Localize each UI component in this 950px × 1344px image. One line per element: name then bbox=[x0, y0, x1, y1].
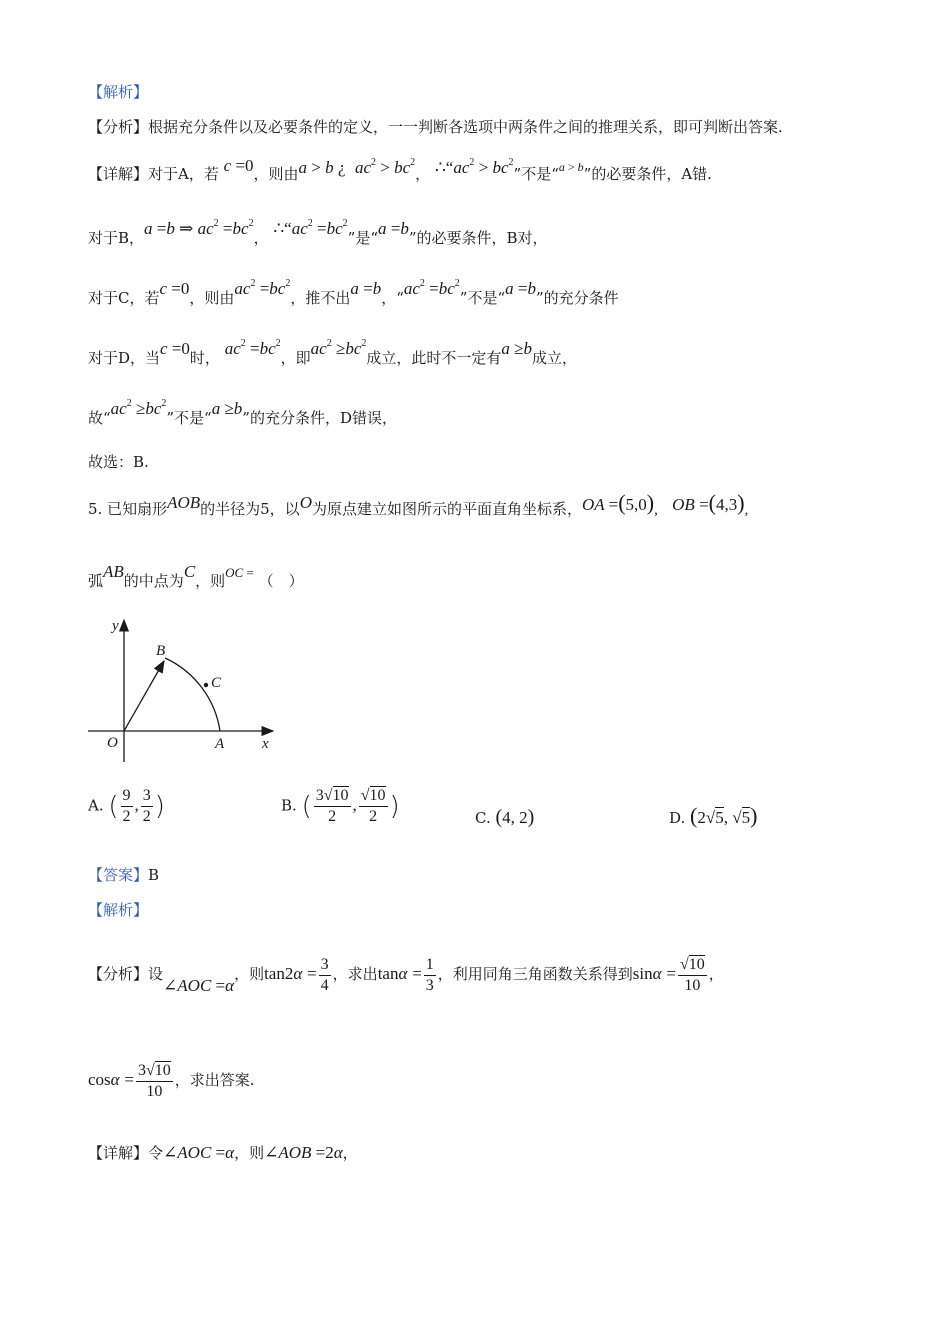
text: 为原点建立如图所示的平面直角坐标系， bbox=[311, 500, 582, 518]
math-c-eq-0: c =0 bbox=[160, 339, 190, 358]
option-a-label: A. bbox=[88, 796, 104, 815]
math-oa-vector: OA =(5,0) bbox=[581, 490, 655, 515]
text: ”是“ bbox=[347, 229, 379, 247]
frac-3sqrt10-10: $\frac{3√10}{10}$ bbox=[137, 1061, 171, 1100]
text: ， bbox=[708, 965, 724, 983]
math-ac2-gt-bc2: $ac^2 > bc^2$ bbox=[354, 157, 416, 177]
analysis-text: 根据充分条件以及必要条件的定义，一一判断各选项中两条件之间的推理关系，即可判断出答案. bbox=[148, 118, 783, 136]
text: 对于B， bbox=[88, 229, 145, 247]
math-ac2-ge-bc2: $ac^2 \ge bc^2$ bbox=[310, 338, 367, 358]
math-angle-aoc-alpha: ∠AOC =α bbox=[163, 1143, 235, 1162]
text: ”不是“ bbox=[513, 165, 559, 183]
text: ，推不出 bbox=[290, 289, 351, 307]
text: ，求出答案. bbox=[174, 1071, 255, 1089]
math-ac2-eq-bc2: $ac^2 =bc^2$ bbox=[224, 338, 281, 358]
math-a-ge-b: a ≥b bbox=[501, 339, 532, 358]
text: ，则 bbox=[234, 1144, 265, 1162]
text: ”的充分条件，D错误， bbox=[242, 409, 397, 427]
jiexi-label-1: 【解析】 bbox=[88, 83, 149, 101]
detail-line-c bbox=[88, 278, 619, 309]
detail-line-b bbox=[88, 218, 548, 249]
y-label: y bbox=[112, 618, 119, 634]
text: 的中点为 bbox=[123, 572, 184, 590]
text: ，则 bbox=[234, 965, 265, 983]
frac-9-2: $\frac{9}{2}$ bbox=[122, 787, 131, 825]
text: ，则由 bbox=[253, 165, 299, 183]
answer-paren: （ ） bbox=[258, 572, 304, 590]
question-5-line-2 bbox=[88, 562, 304, 593]
math-c: C bbox=[183, 562, 196, 581]
text: 成立，此时不一定有 bbox=[366, 349, 502, 367]
origin-label: O bbox=[107, 735, 118, 751]
option-b-label: B. bbox=[281, 796, 297, 815]
text: ”的充分条件 bbox=[535, 289, 619, 307]
text: ，即 bbox=[280, 349, 311, 367]
answer-value: B bbox=[148, 866, 160, 884]
option-d[interactable]: D. (2√5, √5) bbox=[669, 803, 758, 828]
detail-label: 【详解】 bbox=[88, 165, 149, 183]
math-oc-eq: OC = bbox=[225, 565, 254, 580]
text: 对于A，若 bbox=[148, 165, 219, 183]
frac-sqrt10-10: $\frac{√10}{10}$ bbox=[679, 955, 705, 994]
math-c-eq-0: c =0 bbox=[159, 279, 190, 298]
analysis-line-1 bbox=[88, 116, 783, 138]
point-a-label: A bbox=[215, 736, 225, 752]
option-c[interactable]: C. (4, 2) bbox=[475, 806, 535, 828]
text: ”不是“ bbox=[166, 409, 212, 427]
arc-ab bbox=[165, 658, 220, 731]
sector-figure bbox=[80, 612, 290, 772]
math-c-eq-0: c =0 bbox=[223, 156, 254, 175]
text: 对于D，当 bbox=[88, 349, 161, 367]
text: ”不是“ bbox=[459, 289, 506, 307]
analysis-label: 【分析】 bbox=[88, 118, 149, 136]
math-angle-aob-2alpha: ∠AOB =2α bbox=[264, 1143, 343, 1162]
math-a-eq-b-implies: a =b ⇒ $ac^2 =bc^2$ bbox=[144, 218, 254, 238]
detail-line-e bbox=[88, 398, 397, 429]
math-a-eq-b: a =b bbox=[378, 219, 409, 238]
text: 对于C，若 bbox=[88, 289, 160, 307]
text: 的半径为5，以 bbox=[200, 500, 300, 518]
text: 故“ bbox=[88, 409, 111, 427]
math-a-ge-b: a ≥b bbox=[211, 399, 243, 418]
math-a-gt-b: a > b ¿ bbox=[298, 158, 346, 177]
math-a-eq-b: a =b bbox=[350, 279, 382, 298]
analysis-label-2: 【分析】 bbox=[88, 965, 149, 983]
option-d-label: D. bbox=[669, 809, 686, 827]
text: ，则 bbox=[195, 572, 226, 590]
option-b[interactable]: B. ( $\frac{3√10}{2}$ , $\frac{√10}{2}$ ) bbox=[281, 787, 400, 825]
math-angle-aoc-alpha: ∠AOC =α bbox=[163, 976, 235, 995]
conclusion-line: 故选：B. bbox=[88, 453, 149, 471]
text: 时， bbox=[189, 349, 220, 367]
math-o: O bbox=[299, 493, 312, 512]
analysis-line-3: cosα = $\frac{3√10}{10}$ ，求出答案. bbox=[88, 1061, 255, 1100]
math-a-eq-b: a =b bbox=[505, 279, 536, 298]
math-therefore-ac2-eq-bc2: $\therefore“ac^2 =bc^2$ bbox=[273, 218, 348, 238]
text: ，求出 bbox=[332, 965, 378, 983]
math-ac2-eq-bc2: $ac^2 =bc^2$ bbox=[234, 278, 291, 298]
math-ab: AB bbox=[103, 562, 124, 581]
frac-3-4: $\frac{3}{4}$ bbox=[320, 955, 329, 994]
option-c-label: C. bbox=[475, 809, 491, 827]
answer-label: 【答案】 bbox=[88, 866, 149, 884]
analysis-line-2: 【分析】设∠AOC =α，则tan2α = $\frac{3}{4}$ ，求出tanα = $\frac{1}{3}$ ，利用同角三角函数关系得到sinα = $\frac{√10}{10}$ ， bbox=[88, 955, 724, 995]
text: 成立， bbox=[531, 349, 577, 367]
text: 设 bbox=[148, 965, 164, 983]
frac-sqrt10-2: $\frac{√10}{2}$ bbox=[360, 787, 386, 825]
text: 弧 bbox=[88, 572, 104, 590]
frac-3sqrt10-2: $\frac{3√10}{2}$ bbox=[315, 787, 349, 825]
math-a-gt-b-small: a > b bbox=[558, 160, 584, 174]
math-ob-vector: OB =(4,3) bbox=[672, 490, 745, 515]
text: ， bbox=[415, 165, 431, 183]
text: ， bbox=[253, 229, 269, 247]
text: ， bbox=[342, 1144, 358, 1162]
math-ac2-eq-bc2: $ac^2 =bc^2$ bbox=[403, 278, 460, 298]
text: 5. 已知扇形 bbox=[88, 500, 168, 518]
text: ，“ bbox=[381, 289, 404, 307]
x-label: x bbox=[262, 736, 269, 752]
jiexi-label-2: 【解析】 bbox=[88, 901, 149, 919]
answer-line bbox=[88, 864, 159, 886]
option-a[interactable]: A. ( $\frac{9}{2}$ , $\frac{3}{2}$ ) bbox=[88, 787, 165, 825]
text: ，则由 bbox=[189, 289, 235, 307]
question-5-line-1: 5. 已知扇形AOB的半径为5，以O为原点建立如图所示的平面直角坐标系，OA =(5,0), OB =(4,3), bbox=[88, 490, 749, 518]
detail-label-2: 【详解】 bbox=[88, 1144, 149, 1162]
detail-line-d bbox=[88, 338, 577, 369]
vector-ob bbox=[124, 661, 164, 731]
detail-line-2 bbox=[88, 1142, 358, 1164]
text: ”的必要条件，B对， bbox=[408, 229, 548, 247]
math-ac2-ge-bc2: $ac^2 \ge bc^2$ bbox=[110, 398, 167, 418]
detail-line-a bbox=[88, 158, 712, 186]
math-therefore-ac2-gt-bc2: $\therefore“ac^2 > bc^2$ bbox=[434, 157, 514, 177]
text: ”的必要条件，A错. bbox=[583, 165, 712, 183]
frac-3-2: $\frac{3}{2}$ bbox=[142, 787, 151, 825]
math-aob: AOB bbox=[167, 493, 201, 512]
point-c bbox=[204, 683, 208, 687]
point-b-label: B bbox=[156, 643, 166, 659]
point-c-label: C bbox=[211, 675, 222, 691]
text: 令 bbox=[148, 1144, 164, 1162]
frac-1-3: $\frac{1}{3}$ bbox=[425, 955, 434, 994]
text: ，利用同角三角函数关系得到 bbox=[437, 965, 633, 983]
